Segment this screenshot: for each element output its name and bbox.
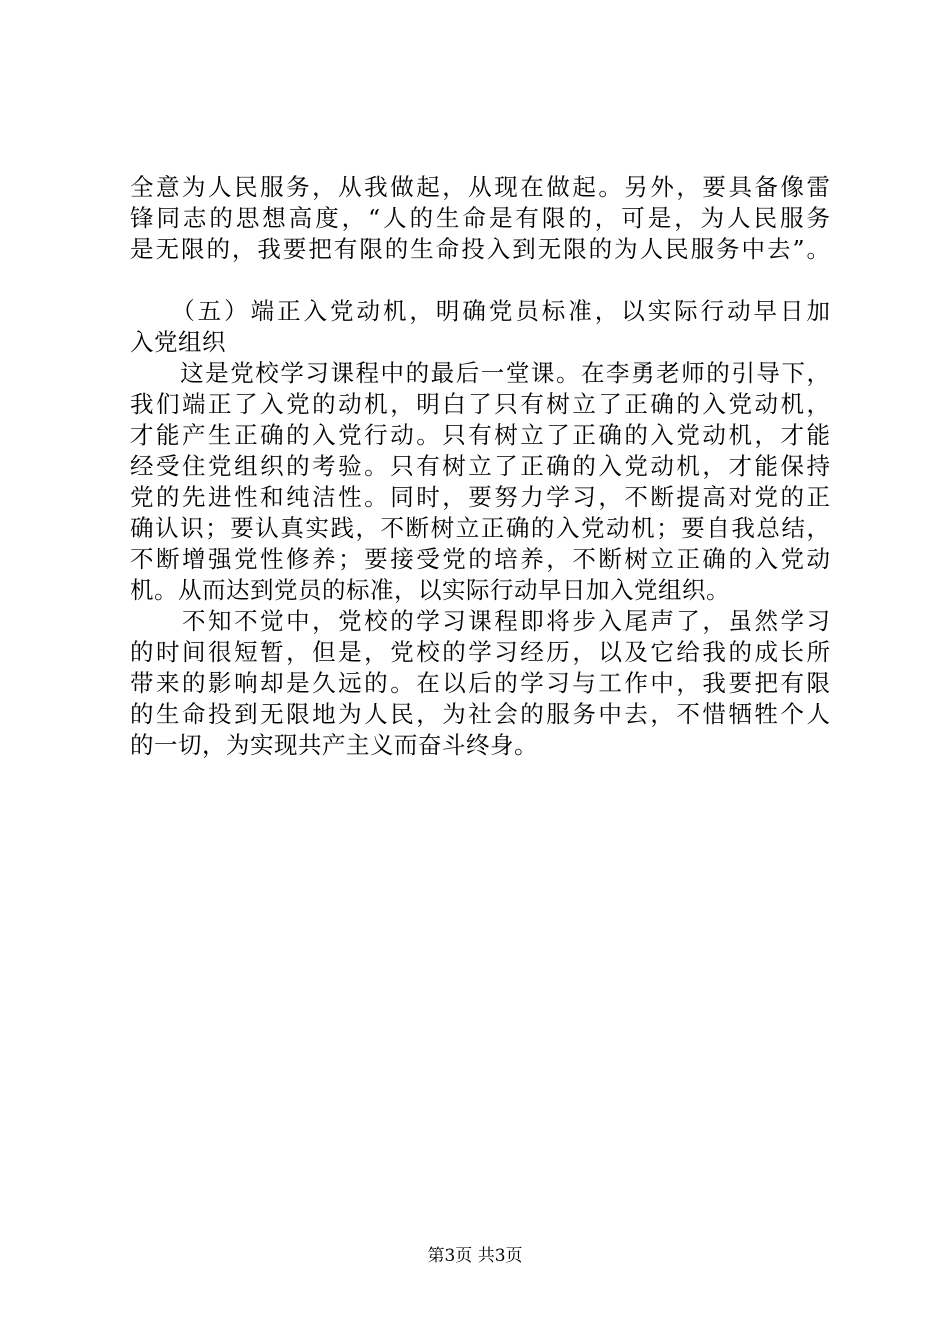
paragraph-gap xyxy=(130,265,830,296)
text-line: 经受住党组织的考验。只有树立了正确的入党动机，才能保持 xyxy=(130,452,830,480)
text-line: 党的先进性和纯洁性。同时，要努力学习，不断提高对党的正 xyxy=(130,483,830,511)
text-line: 机。从而达到党员的标准，以实际行动早日加入党组织。 xyxy=(130,576,730,604)
page-number-footer: 第3页 共3页 xyxy=(427,1246,523,1266)
text-line: 我们端正了入党的动机，明白了只有树立了正确的入党动机， xyxy=(130,390,830,418)
section-heading-line: 入党组织 xyxy=(130,328,226,356)
text-line: 不知不觉中，党校的学习课程即将步入尾声了，虽然学习 xyxy=(130,607,830,635)
text-line: 确认识；要认真实践，不断树立正确的入党动机；要自我总结， xyxy=(130,514,830,542)
text-line: 的生命投到无限地为人民，为社会的服务中去，不惜牺牲个人 xyxy=(130,700,830,728)
text-line: 这是党校学习课程中的最后一堂课。在李勇老师的引导下， xyxy=(130,359,830,387)
text-line: 才能产生正确的入党行动。只有树立了正确的入党动机，才能 xyxy=(130,421,830,449)
text-line: 锋同志的思想高度，“人的生命是有限的，可是，为人民服务 xyxy=(130,204,830,232)
text-line: 全意为人民服务，从我做起，从现在做起。另外，要具备像雷 xyxy=(130,173,830,201)
text-line: 的一切，为实现共产主义而奋斗终身。 xyxy=(130,731,538,759)
text-line: 不断增强党性修养；要接受党的培养，不断树立正确的入党动 xyxy=(130,545,830,573)
text-line: 带来的影响却是久远的。在以后的学习与工作中，我要把有限 xyxy=(130,669,830,697)
text-line: 的时间很短暂，但是，党校的学习经历，以及它给我的成长所 xyxy=(130,638,830,666)
section-heading-line: （五）端正入党动机，明确党员标准，以实际行动早日加 xyxy=(130,297,830,325)
document-body xyxy=(130,172,830,761)
text-line: 是无限的，我要把有限的生命投入到无限的为人民服务中去”。 xyxy=(130,235,830,263)
